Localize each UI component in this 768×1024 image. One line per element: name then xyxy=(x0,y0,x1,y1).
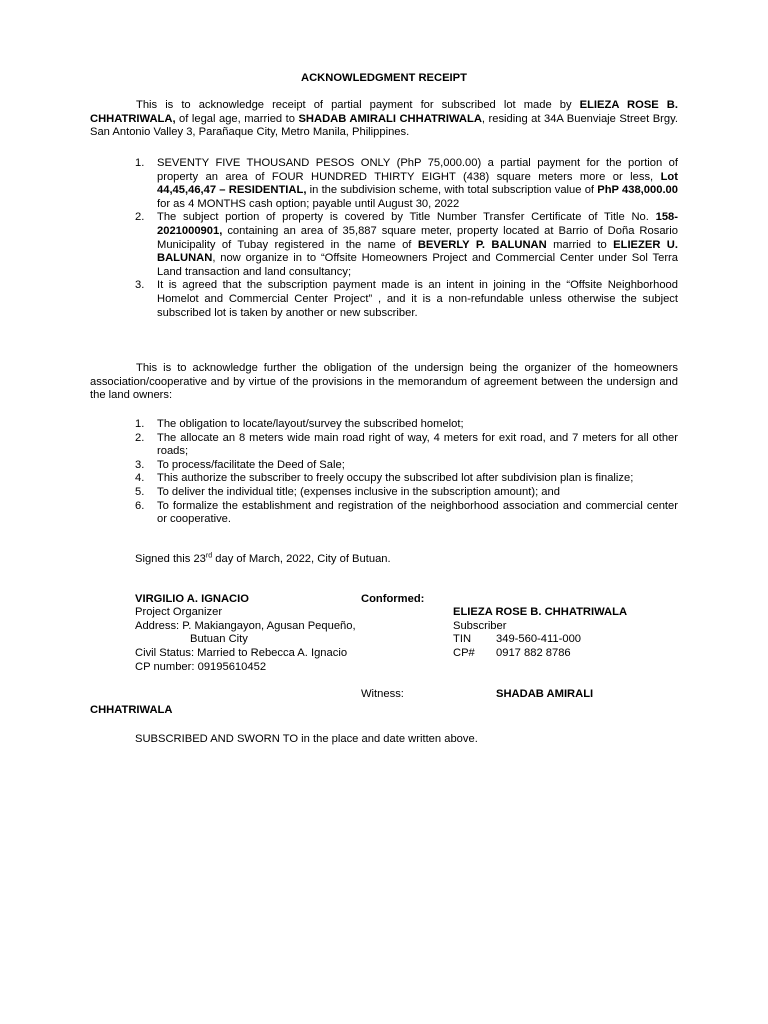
list-item: 3. It is agreed that the subscription payment made is an intent in joining in the “Offsite Neighborhood Homelot and Commercial Center Project” , and it is a non-refundable unless otherwise the subject subscribed lot is taken by another or new subscriber. xyxy=(135,279,678,319)
spouse-name: SHADAB AMIRALI CHHATRIWALA xyxy=(298,112,482,125)
organizer-cp-number: CP number: 09195610452 xyxy=(135,661,267,673)
sworn-statement: SUBSCRIBED AND SWORN TO in the place and date written above. xyxy=(135,733,478,745)
organizer-address: Address: P. Makiangayon, Agusan Pequeño, xyxy=(135,620,356,632)
list-item: 2. The allocate an 8 meters wide main road right of way, 4 meters for exit road, and 7 meters for all other roads; xyxy=(135,431,678,458)
subscriber-role: Subscriber xyxy=(453,620,507,632)
witness-name-continued: CHHATRIWALA xyxy=(90,704,173,716)
document-title: ACKNOWLEDGMENT RECEIPT xyxy=(301,72,467,84)
organizer-name: VIRGILIO A. IGNACIO xyxy=(135,593,249,605)
list-item: 3. To process/facilitate the Deed of Sale; xyxy=(135,458,345,471)
signed-date-line: Signed this 23rd day of March, 2022, City of Butuan. xyxy=(135,552,391,565)
intro-paragraph: This is to acknowledge receipt of partial payment for subscribed lot made by ELIEZA ROSE B. CHHATRIWALA, of legal age, married to SHADAB AMIRALI CHHATRIWALA, residing at 34A Buenviaje Street Brgy. San Antonio Valley 3, Parañaque City, Metro Manila, Philippines. xyxy=(90,99,678,139)
payment-terms-list xyxy=(135,157,678,320)
list-item: 1. SEVENTY FIVE THOUSAND PESOS ONLY (PhP 75,000.00) a partial payment for the portion of property an area of FOUR HUNDRED THIRTY EIGHT (438) square meters more or less, Lot 44,45,46,47 – RESIDENTIAL, in the subdivision scheme, with total subscription value of PhP 438,000.00 for as 4 MONTHS cash option; payable until August 30, 2022 xyxy=(135,157,678,210)
witness-label: Witness: xyxy=(361,688,404,700)
organizer-civil-status: Civil Status: Married to Rebecca A. Ignacio xyxy=(135,647,348,659)
list-item: 6. To formalize the establishment and registration of the neighborhood association and commercial center or cooperative. xyxy=(135,499,678,526)
list-item: 5. To deliver the individual title; (expenses inclusive in the subscription amount); and xyxy=(135,485,560,498)
organizer-address-city: Butuan City xyxy=(190,633,248,645)
obligations-list xyxy=(135,418,678,527)
list-item: 2. The subject portion of property is covered by Title Number Transfer Certificate of Title No. 158-2021000901, containing an area of 35,887 square meter, property located at Barrio of Doña Rosario Municipality of Tubay registered in the name of BEVERLY P. BALUNAN married to ELIEZER U. BALUNAN, now organize in to “Offsite Homeowners Project and Commercial Center under Sol Terra Land transaction and land consultancy; xyxy=(135,211,678,278)
list-item: 1. The obligation to locate/layout/survey the subscribed homelot; xyxy=(135,418,464,430)
list-item: 4. This authorize the subscriber to freely occupy the subscribed lot after subdivision plan is finalize; xyxy=(135,472,634,485)
subscriber-tin-label: TIN xyxy=(453,633,472,645)
subscriber-signature-name: ELIEZA ROSE B. CHHATRIWALA xyxy=(453,606,628,618)
obligation-paragraph: This is to acknowledge further the obligation of the undersign being the organizer of the homeowners association/cooperative and by virtue of the provisions in the memorandum of agreement between the undersign and the land owners: xyxy=(90,362,678,402)
subscriber-tin: 349-560-411-000 xyxy=(496,633,582,645)
conformed-label: Conformed: xyxy=(361,593,425,605)
subscriber-name: ELIEZA ROSE B. CHHATRIWALA, xyxy=(90,99,678,125)
subscriber-cp: 0917 882 8786 xyxy=(496,647,571,659)
organizer-role: Project Organizer xyxy=(135,606,223,618)
subscriber-cp-label: CP# xyxy=(453,647,475,659)
witness-name: SHADAB AMIRALI xyxy=(496,688,594,700)
